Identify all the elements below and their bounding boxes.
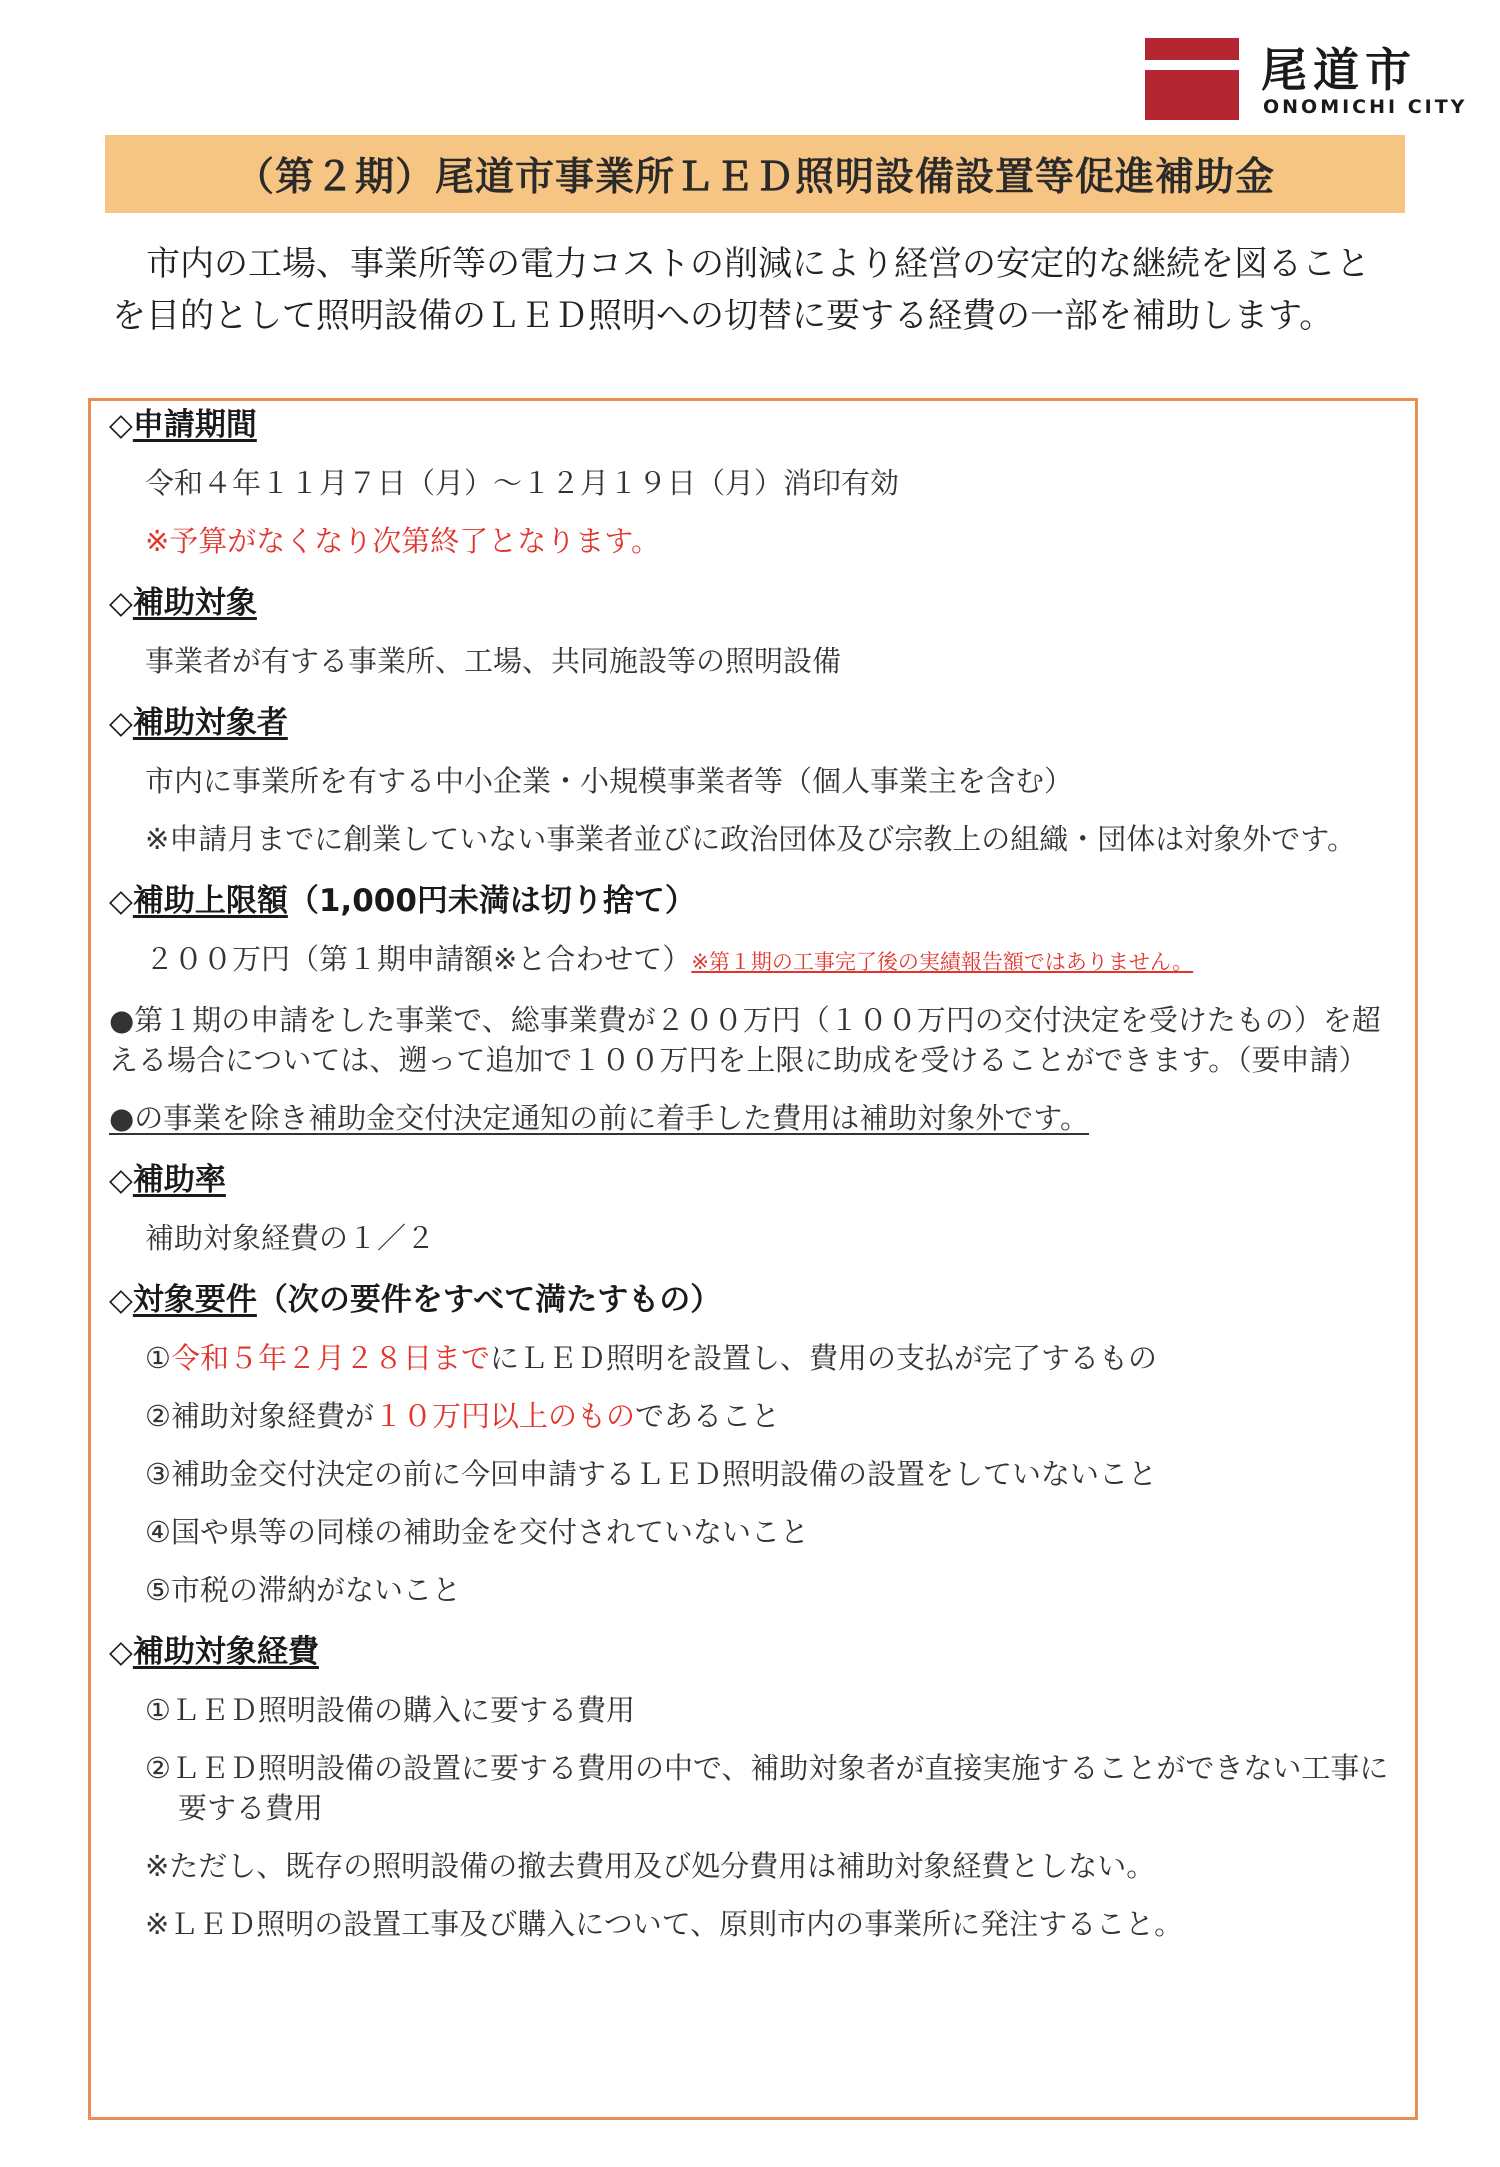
title-banner [105,135,1405,213]
expense-note-2: ※ＬＥＤ照明の設置工事及び購入について、原則市内の事業所に発注すること。 [145,1907,1184,1941]
target-heading: ◇補助対象 [109,585,257,621]
limit-amount: ２００万円（第１期申請額※と合わせて）※第１期の工事完了後の実績報告額ではありません。 [145,942,1194,976]
city-emblem-icon [1145,38,1239,120]
requirement-1: ①令和５年２月２８日までにＬＥＤ照明を設置し、費用の支払が完了するもの [145,1341,1158,1375]
requirement-5: ⑤市税の滞納がないこと [145,1573,461,1607]
expense-2: ②ＬＥＤ照明設備の設置に要する費用の中で、補助対象者が直接実施することができない工事に要する費用 [145,1751,1389,1825]
limit-amount-note: ※第１期の工事完了後の実績報告額ではありません。 [691,950,1194,974]
target-text: 事業者が有する事業所、工場、共同施設等の照明設備 [145,644,842,678]
limit-heading: ◇補助上限額（1,000円未満は切り捨て） [109,883,696,919]
requirement-2: ②補助対象経費が１０万円以上のものであること [145,1399,781,1433]
city-name-en: ONOMICHI CITY [1263,96,1468,118]
limit-bullet-1: ●第１期の申請をした事業で、総事業費が２００万円（１００万円の交付決定を受けたもの）を超える場合については、遡って追加で１００万円を上限に助成を受けることができます。（要申請） [109,1003,1381,1077]
page-title: （第２期）尾道市事業所ＬＥＤ照明設備設置等促進補助金 [234,155,1275,200]
requirements-heading: ◇対象要件（次の要件をすべて満たすもの） [109,1282,722,1318]
city-name: 尾道市 [1261,43,1417,97]
period-heading: ◇申請期間 [109,407,257,443]
eligible-text: 市内に事業所を有する中小企業・小規模事業者等（個人事業主を含む） [145,764,1074,798]
expenses-heading: ◇補助対象経費 [109,1634,319,1670]
rate-heading: ◇補助率 [109,1162,226,1198]
requirement-4: ④国や県等の同様の補助金を交付されていないこと [145,1515,809,1549]
limit-bullet-2: ●の事業を除き補助金交付決定通知の前に着手した費用は補助対象外です。 [109,1101,1089,1135]
city-logo [1145,38,1468,120]
requirement-3: ③補助金交付決定の前に今回申請するＬＥＤ照明設備の設置をしていないこと [145,1457,1157,1491]
eligible-heading: ◇補助対象者 [109,705,288,741]
expense-note-1: ※ただし、既存の照明設備の撤去費用及び処分費用は補助対象経費としない。 [145,1849,1156,1883]
expense-1: ①ＬＥＤ照明設備の購入に要する費用 [145,1693,635,1727]
period-date: 令和４年１１月７日（月）～１２月１９日（月）消印有効 [145,466,900,500]
details-box [88,398,1418,2120]
intro-paragraph: 市内の工場、事業所等の電力コストの削減により経営の安定的な継続を図ることを目的として照明設備のＬＥＤ照明への切替に要する経費の一部を補助します。 [112,244,1370,336]
eligible-note: ※申請月までに創業していない事業者並びに政治団体及び宗教上の組織・団体は対象外です。 [145,822,1356,856]
rate-text: 補助対象経費の１／２ [145,1221,436,1255]
period-note: ※予算がなくなり次第終了となります。 [145,524,660,558]
